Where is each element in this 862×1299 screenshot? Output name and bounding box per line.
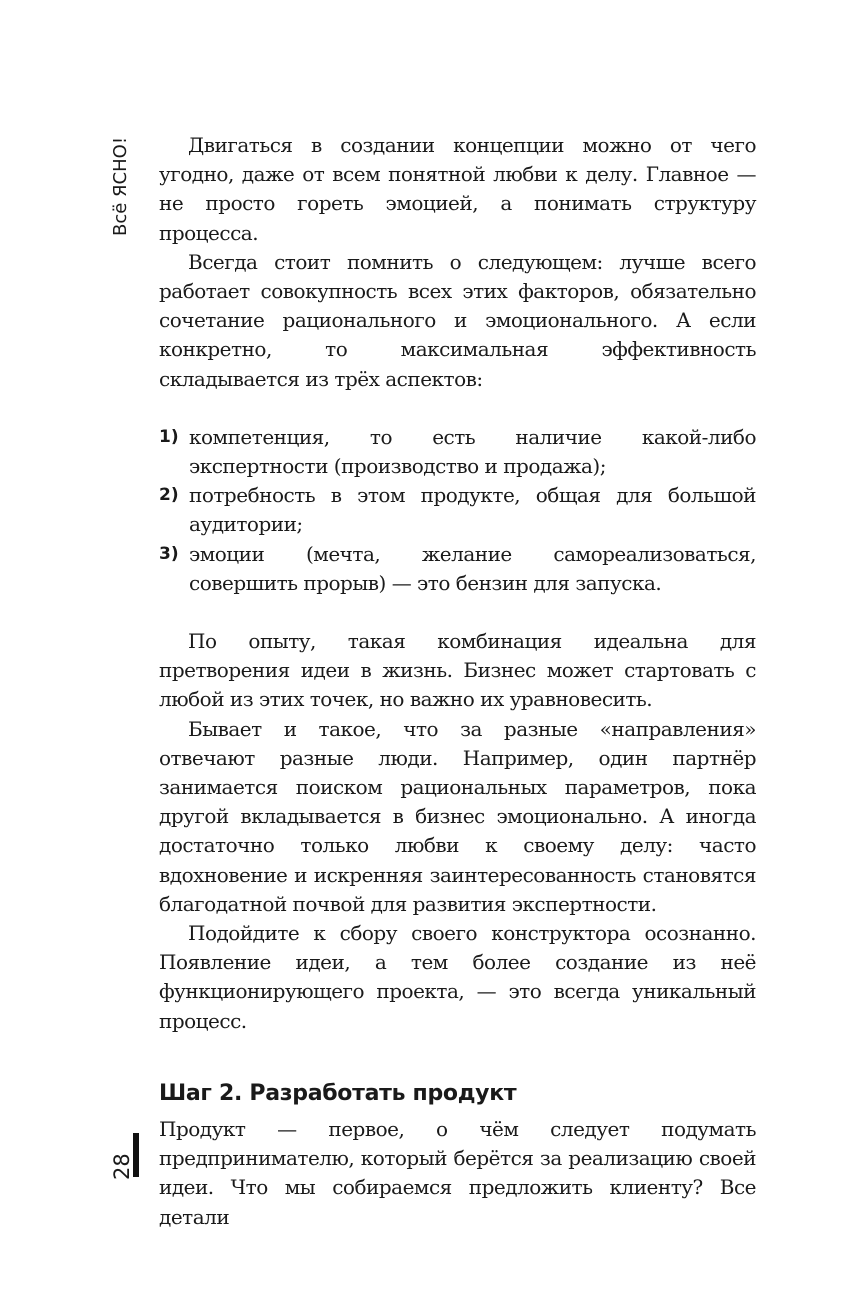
spacer — [159, 394, 756, 423]
list-item — [159, 481, 756, 539]
list-item-text: эмоции (мечта, желание самореализоваться, совершить прорыв) — это бензин для запуска. — [189, 541, 756, 595]
list-item-number: 1) — [159, 426, 179, 447]
list-item — [159, 540, 756, 598]
list-item-number: 3) — [159, 543, 179, 564]
page-number-text: 28 — [110, 1153, 134, 1180]
page-body — [159, 131, 756, 1232]
running-head — [108, 136, 148, 236]
paragraph: Двигаться в создании концепции можно от чего угодно, даже от всем понятной любви к делу. Главное — не просто гореть эмоцией, а понимать структуру процесса. — [159, 133, 756, 245]
list-item — [159, 423, 756, 481]
numbered-list — [159, 423, 756, 598]
spacer — [159, 1036, 756, 1065]
running-head-text: Всё ЯСНО! — [110, 136, 131, 236]
list-item-number: 2) — [159, 485, 179, 506]
spacer — [159, 598, 756, 627]
section-heading: Шаг 2. Разработать продукт — [159, 1080, 517, 1106]
paragraph: По опыту, такая комбинация идеальна для претворения идеи в жизнь. Бизнес может стартовать с любой из этих точек, но важно их уравновесить. — [159, 629, 756, 712]
paragraph: Продукт — первое, о чём следует подумать предпринимателю, который берётся за реализацию своей идеи. Что мы собираемся предложить клиенту? Все детали — [159, 1116, 756, 1229]
list-item-text: потребность в этом продукте, общая для большой аудитории; — [189, 483, 756, 537]
paragraph: Бывает и такое, что за разные «направления» отвечают разные люди. Например, один партнёр занимается поиском рациональных параметров, пока другой вкладывается в бизнес эмоционально. А иногда достаточно только любви к своему делу: часто вдохновение и искренняя заинтересованность становятся благодатной почвой для развития экспертности. — [159, 716, 756, 916]
page-number — [109, 1144, 133, 1184]
paragraph: Подойдите к сбору своего конструктора осознанно. Появление идеи, а тем более создание из неё функционирующего проекта, — это всегда уникальный процесс. — [159, 921, 756, 1033]
list-item-text: компетенция, то есть наличие какой-либо экспертности (производство и продажа); — [189, 424, 756, 479]
paragraph: Всегда стоит помнить о следующем: лучше всего работает совокупность всех этих факторов, обязательно сочетание рационального и эмоционального. А если конкретно, то максимальная эффективность складывается из трёх аспектов: — [159, 249, 756, 391]
